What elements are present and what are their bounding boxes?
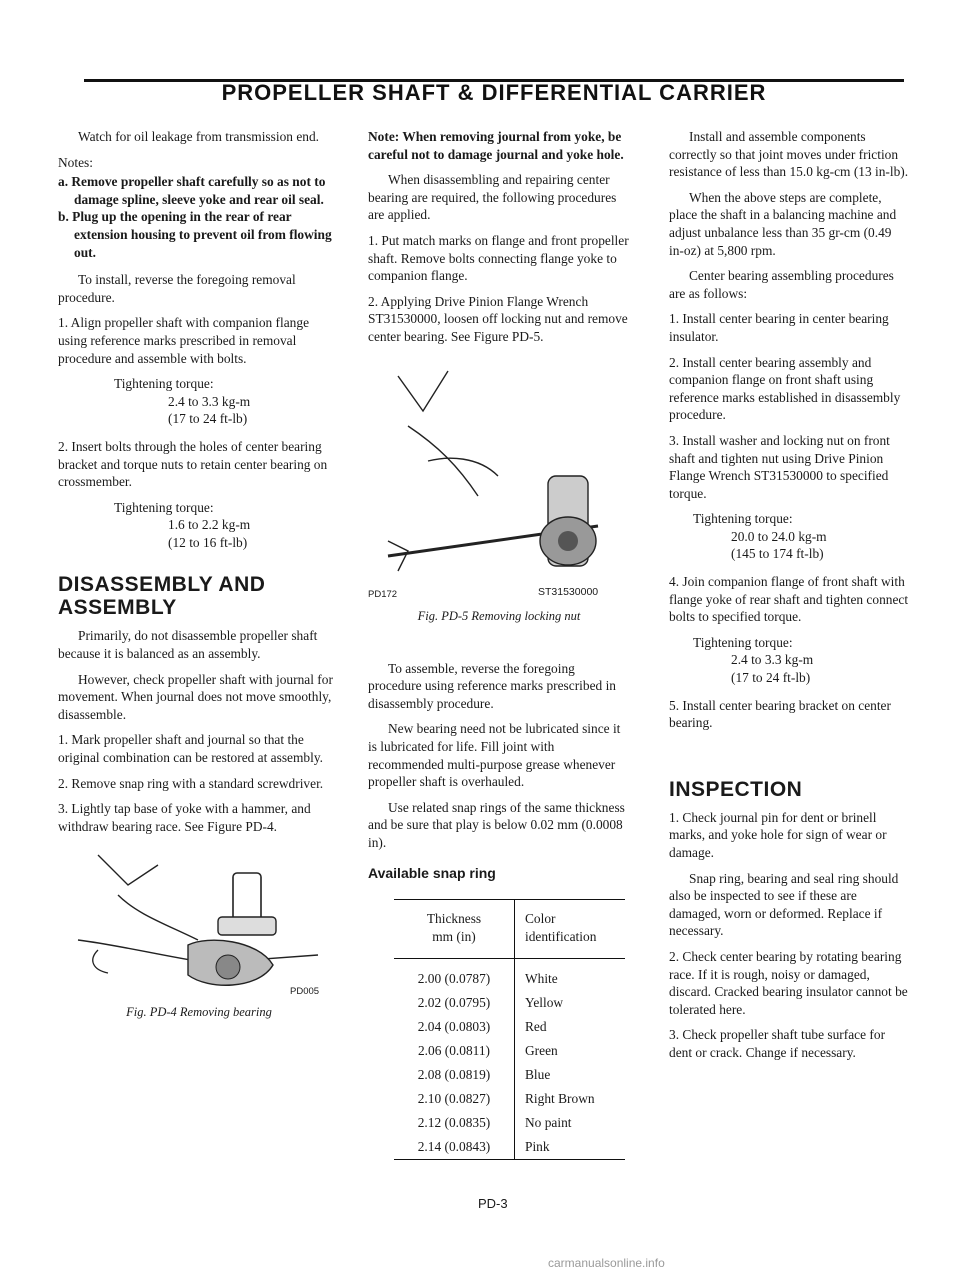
torque-label: Tightening torque: <box>114 376 214 392</box>
cell-color: No paint <box>525 1115 572 1131</box>
section-heading-inspection: INSPECTION <box>669 777 803 801</box>
cell-thickness: 2.12 (0.0835) <box>394 1111 515 1135</box>
table-header-row <box>394 900 625 959</box>
section-heading-line: DISASSEMBLY AND <box>58 573 266 597</box>
cell-thickness: 2.04 (0.0803) <box>394 1015 515 1039</box>
center-bearing-step-1: 1. Put match marks on flange and front propeller shaft. Remove bolts connecting flange yoke to companion flange. <box>368 232 629 284</box>
torque-value-imperial: (17 to 24 ft-lb) <box>731 670 811 686</box>
table-row <box>394 959 625 992</box>
note-a: a. Remove propeller shaft carefully so as not to damage spline, sleeve yoke and rear oil seal. <box>58 174 326 207</box>
cell-thickness: 2.08 (0.0819) <box>394 1063 515 1087</box>
inspection-step-2: 2. Check center bearing by rotating bearing race. If it is rough, noisy or damaged, discard. Cracked bearing insulator cannot be tolerated here. <box>669 948 908 1017</box>
assembly-step-1: 1. Install center bearing in center bearing insulator. <box>669 311 889 344</box>
note-b: b. Plug up the opening in the rear of rear extension housing to prevent oil from flowing out. <box>58 209 332 260</box>
center-bearing-step-2: 2. Applying Drive Pinion Flange Wrench ST31530000, loosen off locking nut and remove center bearing. See Figure PD-5. <box>368 293 628 344</box>
notes-list <box>58 173 340 261</box>
paragraph: However, check propeller shaft with journal for movement. When journal does not move smoothly, disassemble. <box>58 671 333 722</box>
cell-color: Blue <box>525 1067 551 1083</box>
torque-value-metric: 1.6 to 2.2 kg-m <box>168 517 251 533</box>
table-row <box>394 1063 625 1087</box>
column-right <box>669 128 909 1070</box>
torque-label: Tightening torque: <box>114 499 214 515</box>
paragraph: When disassembling and repairing center bearing are required, the following procedures are applied. <box>368 172 617 223</box>
table-row <box>394 1135 625 1160</box>
torque-spec <box>669 510 909 563</box>
assembly-step-4: 4. Join companion flange of front shaft with flange yoke of rear shaft and tighten connect bolts to specified torque. <box>669 574 909 625</box>
paragraph: Install and assemble components correctly so that joint moves under friction resistance of less than 15.0 kg-cm (13 in-lb). <box>669 129 909 180</box>
paragraph: Primarily, do not disassemble propeller shaft because it is balanced as an assembly. <box>58 628 318 662</box>
figure-caption: Fig. PD-5 Removing locking nut <box>417 608 581 623</box>
assembly-step-3: 3. Install washer and locking nut on front shaft and tighten nut using Drive Pinion Flange Wrench ST31530000 to specified torque. <box>669 432 890 501</box>
figure-code: PD005 <box>290 986 320 998</box>
paragraph: Use related snap rings of the same thickness and be sure that play is below 0.02 mm (0.0008 in). <box>368 799 625 850</box>
header-color: Color identification <box>515 900 626 959</box>
torque-value-metric: 20.0 to 24.0 kg-m <box>731 528 827 544</box>
cell-thickness: 2.00 (0.0787) <box>394 959 515 992</box>
inspection-step-3: 3. Check propeller shaft tube surface for dent or crack. Change if necessary. <box>669 1027 886 1060</box>
paragraph: When the above steps are complete, place the shaft in a balancing machine and adjust unbalance less than 35 gr-cm (0.49 in-oz) at 5,800 rpm. <box>669 189 897 258</box>
torque-spec <box>58 375 340 428</box>
cell-thickness: 2.10 (0.0827) <box>394 1087 515 1111</box>
assembly-step-2: 2. Install center bearing assembly and companion flange on front shaft using reference marks established in disassembly procedure. <box>669 354 901 423</box>
column-left <box>58 128 340 1021</box>
assembly-step-5: 5. Install center bearing bracket on center bearing. <box>669 697 891 731</box>
table-row <box>394 1015 625 1039</box>
disassembly-step-3: 3. Lightly tap base of yoke with a hammer, and withdraw bearing race. See Figure PD-4. <box>58 801 311 834</box>
table-row <box>394 991 625 1015</box>
table-row <box>394 1087 625 1111</box>
cell-thickness: 2.02 (0.0795) <box>394 991 515 1015</box>
cell-color: Red <box>525 1019 547 1035</box>
torque-spec <box>58 499 340 552</box>
torque-value-metric: 2.4 to 3.3 kg-m <box>731 652 814 668</box>
inspection-step-1: 1. Check journal pin for dent or brinell marks, and yoke hole for sign of wear or damage. <box>669 809 887 860</box>
page-header: PROPELLER SHAFT & DIFFERENTIAL CARRIER <box>221 80 767 105</box>
torque-label: Tightening torque: <box>693 634 793 650</box>
paragraph: To install, reverse the foregoing removal procedure. <box>58 272 296 305</box>
tool-number: ST31530000 <box>538 585 599 598</box>
paragraph: To assemble, reverse the foregoing procedure using reference marks prescribed in disassembly procedure. <box>368 660 616 711</box>
cell-thickness: 2.14 (0.0843) <box>394 1135 515 1160</box>
cell-color: Yellow <box>525 995 564 1011</box>
bearing-removal-illustration <box>58 845 340 995</box>
torque-spec <box>669 634 909 687</box>
cell-color: White <box>525 971 558 987</box>
paragraph: Center bearing assembling procedures are as follows: <box>669 268 894 301</box>
header-thickness: Thickness mm (in) <box>394 900 515 959</box>
snap-ring-heading: Available snap ring <box>368 865 496 882</box>
figure-pd5 <box>368 356 630 623</box>
step-2: 2. Insert bolts through the holes of center bearing bracket and torque nuts to retain center bearing on crossmember. <box>58 438 328 490</box>
torque-value-metric: 2.4 to 3.3 kg-m <box>168 393 251 409</box>
cell-color: Green <box>525 1043 558 1059</box>
torque-value-imperial: (17 to 24 ft-lb) <box>168 411 248 427</box>
notes-label: Notes: <box>58 154 93 170</box>
step-1: 1. Align propeller shaft with companion flange using reference marks prescribed in removal procedure and assemble with bolts. <box>58 315 310 366</box>
disassembly-step-1: 1. Mark propeller shaft and journal so that the original combination can be restored at assembly. <box>58 732 324 766</box>
figure-pd4 <box>58 845 340 1019</box>
torque-label: Tightening torque: <box>693 511 793 527</box>
paragraph: Watch for oil leakage from transmission end. <box>78 129 319 144</box>
table-row <box>394 1111 625 1135</box>
figure-code: PD172 <box>368 588 398 600</box>
snap-ring-table <box>394 899 625 1160</box>
torque-value-imperial: (12 to 16 ft-lb) <box>168 534 248 550</box>
cell-color: Pink <box>515 1135 626 1160</box>
section-heading-disassembly <box>58 573 340 619</box>
torque-value-imperial: (145 to 174 ft-lb) <box>731 546 824 562</box>
watermark: carmanualsonline.info <box>548 1256 665 1270</box>
disassembly-step-2: 2. Remove snap ring with a standard screwdriver. <box>58 775 324 791</box>
locking-nut-removal-illustration <box>368 356 630 578</box>
table-row <box>394 1039 625 1063</box>
section-heading-line: ASSEMBLY <box>58 596 177 620</box>
cell-thickness: 2.06 (0.0811) <box>394 1039 515 1063</box>
cell-color: Right Brown <box>525 1091 595 1107</box>
paragraph: New bearing need not be lubricated since it is lubricated for life. Fill joint with recommended multi-purpose grease whenever propeller shaft is overhauled. <box>368 721 621 790</box>
paragraph: Snap ring, bearing and seal ring should also be inspected to see if these are damaged, worn or deformed. Replace if necessary. <box>669 870 899 939</box>
figure-caption: Fig. PD-4 Removing bearing <box>126 1005 272 1019</box>
column-middle <box>368 128 630 1160</box>
note: Note: When removing journal from yoke, be careful not to damage journal and yoke hole. <box>368 129 624 162</box>
page-number: PD-3 <box>478 1196 508 1211</box>
